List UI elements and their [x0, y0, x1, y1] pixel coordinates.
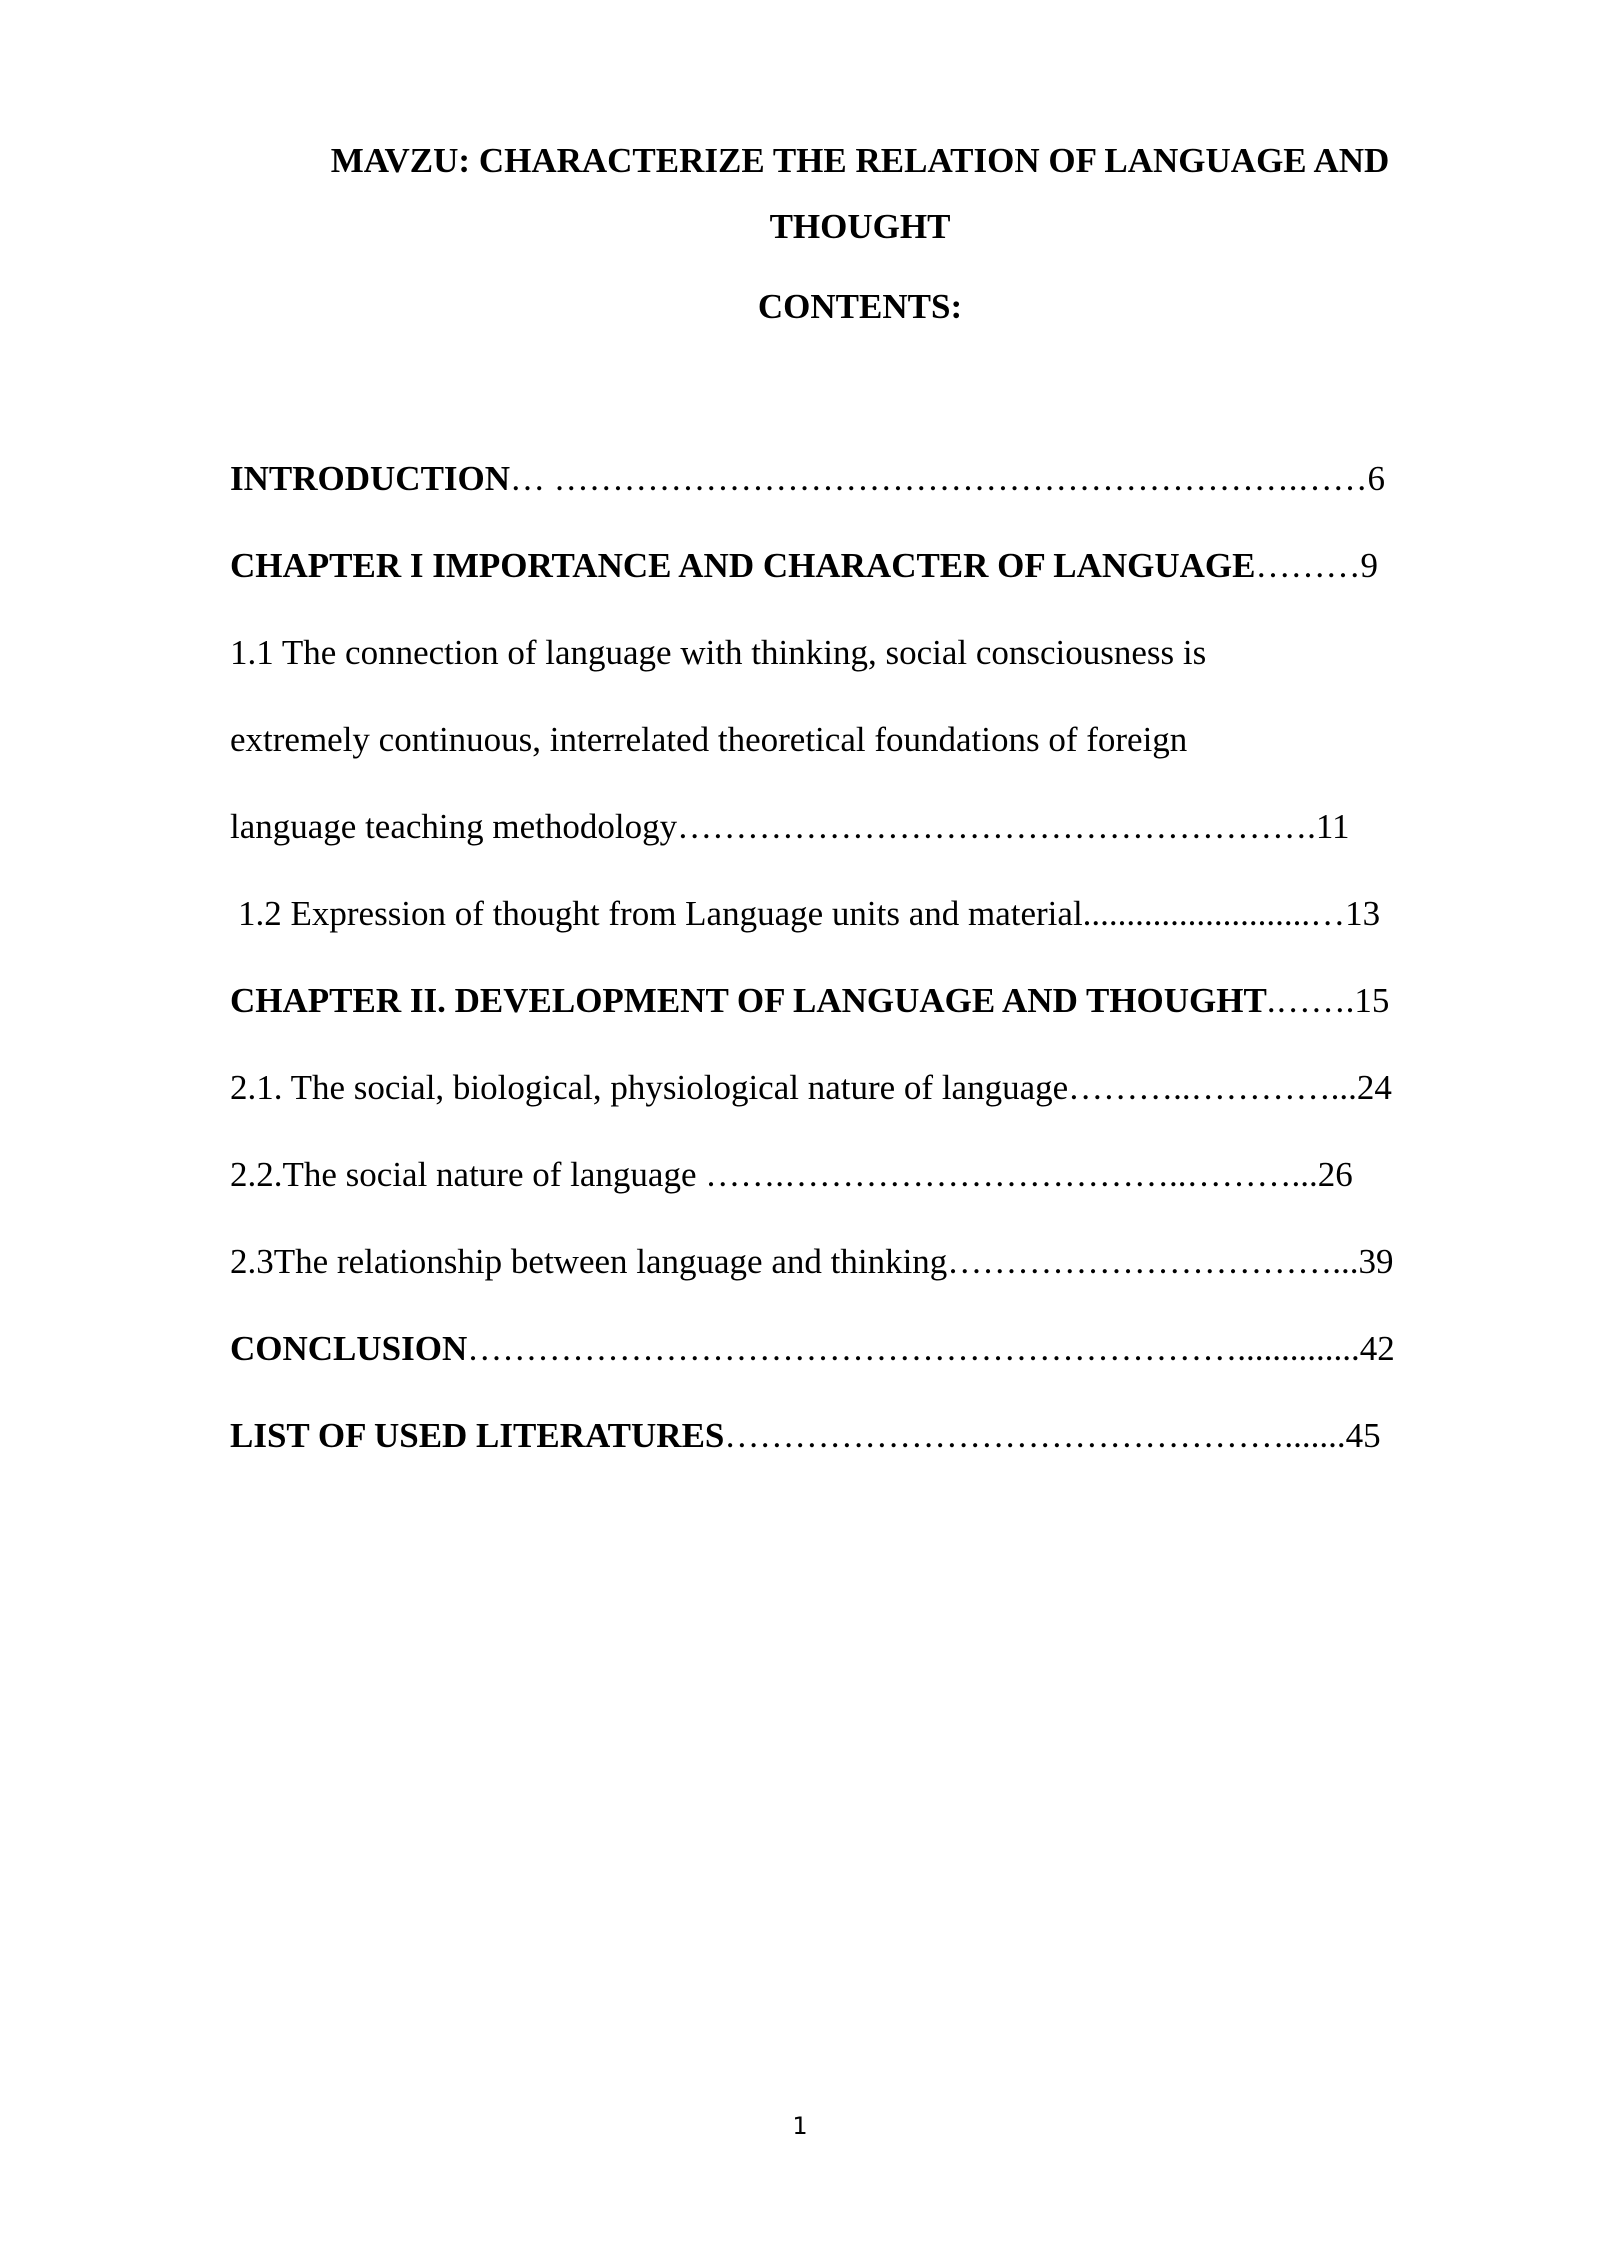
contents-heading: CONTENTS: [757, 287, 963, 326]
title-line-1: MAVZU: CHARACTERIZE THE RELATION OF LANGUAGE AND [330, 141, 1390, 180]
toc-entry-label: CHAPTER II. DEVELOPMENT OF LANGUAGE AND THOUGHT [230, 981, 1267, 1020]
toc-entry-label: CONCLUSION [230, 1329, 468, 1368]
toc-entry-chapter-1 [230, 541, 1520, 628]
toc-entry-1-1-line-3: language teaching methodology……………………………………………….11 [230, 807, 1350, 846]
toc-entry-1-1-line-2: extremely continuous, interrelated theoretical foundations of foreign [230, 720, 1188, 759]
toc-entry-2-3: 2.3The relationship between language and thinking……………………………...39 [230, 1242, 1394, 1281]
toc-entry-chapter-2 [230, 976, 1520, 1063]
title-line-2: THOUGHT [769, 207, 951, 246]
toc-entry-label: INTRODUCTION [230, 459, 511, 498]
toc-entry-1-1-line-1: 1.1 The connection of language with thinking, social consciousness is [230, 633, 1207, 672]
document-title [230, 128, 1490, 260]
toc-entry-leader: .…….15 [1266, 981, 1390, 1020]
toc-entry-leader: …………………………………………………………..............42 [467, 1329, 1395, 1368]
toc-entry-introduction [230, 454, 1520, 541]
page-number: 1 [792, 2112, 808, 2140]
toc-entry-2-2: 2.2.The social nature of language …….……………………………..………...26 [230, 1155, 1353, 1194]
toc-entry-2-1: 2.1. The social, biological, physiological nature of language………..…………...24 [230, 1068, 1392, 1107]
toc-entry-leader: ………9 [1255, 546, 1378, 585]
toc-entry-label: CHAPTER I IMPORTANCE AND CHARACTER OF LANGUAGE [230, 546, 1256, 585]
toc-entry-literature [230, 1411, 1520, 1498]
table-of-contents [230, 454, 1520, 1498]
toc-entry-leader: ………………………………………….......45 [724, 1416, 1381, 1455]
toc-entry-1-2: 1.2 Expression of thought from Language units and material..........................…13 [238, 894, 1381, 933]
toc-entry-conclusion [230, 1324, 1520, 1411]
toc-entry-label: LIST OF USED LITERATURES [230, 1416, 725, 1455]
toc-entry-leader: … ……………………………………………………….……6 [510, 459, 1386, 498]
